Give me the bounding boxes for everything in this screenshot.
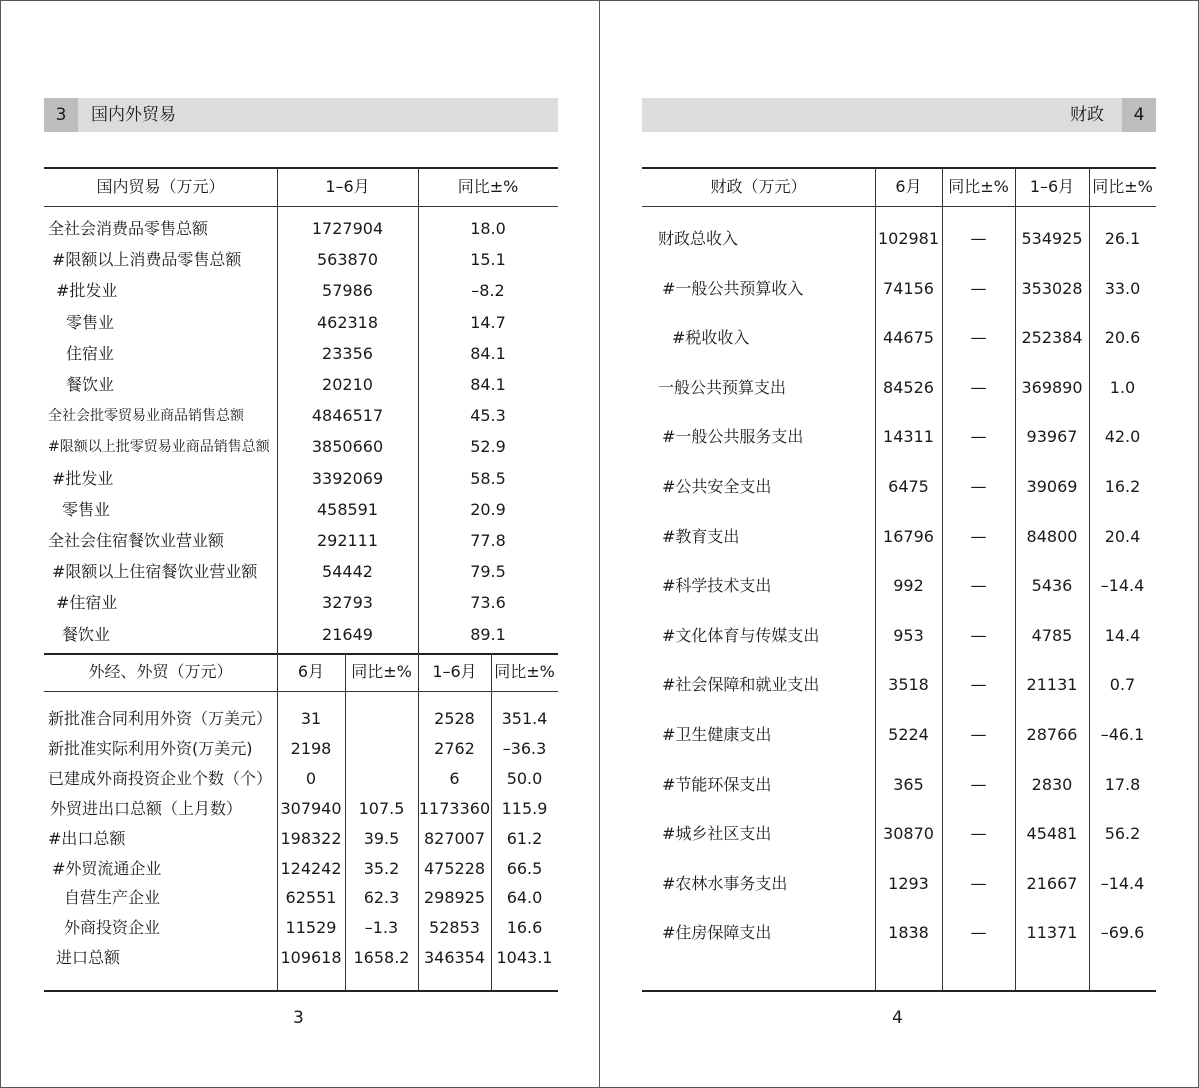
value-cell: 62551 [285, 888, 337, 908]
column-divider [345, 653, 346, 991]
row-label: 全社会批零贸易业商品销售总额 [48, 408, 244, 425]
row-label: #城乡社区支出 [662, 824, 772, 844]
section-title: 财政 [1070, 105, 1104, 125]
row-label: #农林水事务支出 [662, 873, 788, 893]
value-cell: 1173360 [418, 798, 491, 818]
value-cell: — [970, 675, 987, 695]
row-label: 新批准实际利用外资(万美元) [48, 738, 253, 758]
value-cell: 292111 [316, 531, 379, 550]
value-cell: 102981 [877, 229, 940, 248]
value-cell: 2528 [434, 709, 475, 728]
header-cell: 同比±% [457, 177, 519, 196]
value-cell: 20.4 [1104, 526, 1141, 546]
value-cell: — [970, 873, 987, 893]
value-cell: 21649 [322, 624, 373, 644]
value-cell: 14311 [883, 427, 934, 447]
value-cell: 66.5 [506, 858, 543, 878]
value-cell: 5224 [888, 725, 929, 744]
value-cell: 298925 [423, 888, 486, 908]
value-cell: 2830 [1031, 774, 1073, 794]
value-cell: 39.5 [363, 828, 400, 848]
value-cell: — [970, 576, 987, 596]
foreign-header-rule [44, 691, 558, 692]
value-cell: — [970, 725, 987, 744]
yoy-cell: 14.7 [470, 312, 506, 332]
value-cell: 198322 [280, 828, 342, 848]
header-cell: 国内贸易（万元） [96, 177, 225, 196]
value-cell: 52853 [429, 918, 480, 938]
header-cell: 同比±% [494, 662, 555, 681]
row-label: #卫生健康支出 [662, 725, 772, 744]
yoy-cell: 15.1 [470, 250, 506, 270]
value-cell: 115.9 [501, 798, 548, 818]
value-cell: 252384 [1021, 328, 1083, 348]
value-cell: 369890 [1021, 377, 1083, 397]
value-cell: 30870 [883, 824, 934, 844]
header-cell: 6月 [895, 177, 922, 196]
row-label: #出口总额 [48, 828, 126, 848]
value-cell: –46.1 [1100, 725, 1145, 744]
row-label: #科学技术支出 [662, 576, 772, 596]
row-label: 已建成外商投资企业个数（个） [48, 768, 273, 788]
value-cell: 50.0 [506, 768, 543, 788]
value-cell: 307940 [280, 798, 342, 818]
yoy-cell: 45.3 [470, 406, 506, 426]
value-cell: — [970, 923, 987, 943]
value-cell: 1.0 [1109, 377, 1136, 397]
value-cell: 16.2 [1104, 477, 1141, 496]
value-cell: 6 [449, 768, 460, 788]
value-cell: 1658.2 [353, 948, 410, 968]
value-cell: — [970, 328, 987, 348]
table-top-rule [642, 167, 1156, 169]
value-cell: 351.4 [501, 709, 548, 728]
value-cell: 1727904 [311, 219, 384, 238]
page-number: 4 [892, 1008, 903, 1028]
value-cell: 109618 [280, 948, 342, 968]
row-label: #限额以上批零贸易业商品销售总额 [48, 439, 270, 456]
row-label: 进口总额 [56, 948, 121, 968]
header-rule [642, 206, 1156, 207]
value-cell: 54442 [322, 562, 373, 582]
row-label: #文化体育与传媒支出 [662, 625, 820, 645]
value-cell: 11529 [285, 918, 337, 938]
value-cell: –14.4 [1100, 873, 1145, 893]
value-cell: — [970, 427, 987, 447]
value-cell: 17.8 [1104, 774, 1141, 794]
yoy-cell: 73.6 [470, 593, 506, 613]
table-bottom-rule [44, 990, 558, 992]
value-cell: 0.7 [1109, 675, 1136, 695]
value-cell: 23356 [322, 343, 373, 363]
value-cell: 64.0 [506, 888, 543, 908]
row-label: #教育支出 [662, 526, 740, 546]
value-cell: — [970, 278, 987, 298]
value-cell: 992 [893, 576, 924, 596]
value-cell: 26.1 [1104, 229, 1141, 248]
value-cell: 2198 [290, 738, 332, 758]
value-cell: 84800 [1026, 526, 1078, 546]
row-label: #住房保障支出 [662, 923, 772, 943]
value-cell: 28766 [1026, 725, 1078, 744]
row-label: 住宿业 [66, 343, 115, 363]
value-cell: 462318 [316, 312, 379, 332]
value-cell: 1293 [888, 873, 929, 893]
column-divider [491, 653, 492, 991]
row-label: #一般公共预算收入 [662, 278, 804, 298]
value-cell: –1.3 [364, 918, 399, 938]
table-top-rule [44, 167, 558, 169]
value-cell: 5436 [1031, 576, 1073, 596]
value-cell: 35.2 [363, 858, 400, 878]
section-number: 4 [1122, 98, 1156, 132]
value-cell: 827007 [423, 828, 486, 848]
yoy-cell: 79.5 [470, 562, 506, 582]
value-cell: 20210 [322, 375, 373, 394]
yoy-cell: 20.9 [470, 499, 506, 519]
value-cell: 2762 [434, 738, 475, 758]
yoy-cell: 89.1 [470, 624, 506, 644]
header-cell: 财政（万元） [710, 177, 807, 196]
yoy-cell: 52.9 [470, 437, 506, 457]
header-cell: 同比±% [351, 662, 412, 681]
row-label: #住宿业 [56, 593, 118, 613]
row-label: 外贸进出口总额（上月数） [50, 798, 243, 818]
row-label: 全社会消费品零售总额 [48, 219, 209, 238]
value-cell: — [970, 625, 987, 645]
value-cell: 44675 [883, 328, 934, 348]
value-cell: 56.2 [1104, 824, 1141, 844]
value-cell: 475228 [423, 858, 486, 878]
value-cell: — [970, 824, 987, 844]
value-cell: 16.6 [506, 918, 543, 938]
value-cell: 365 [893, 774, 924, 794]
value-cell: 563870 [316, 250, 379, 270]
value-cell: 93967 [1026, 427, 1078, 447]
value-cell: –69.6 [1100, 923, 1145, 943]
value-cell: 42.0 [1104, 427, 1141, 447]
yoy-cell: 18.0 [470, 219, 506, 238]
yoy-cell: –8.2 [471, 281, 505, 301]
row-label: #限额以上消费品零售总额 [52, 250, 242, 270]
yoy-cell: 84.1 [470, 375, 506, 394]
section-number: 3 [44, 98, 78, 132]
value-cell: 45481 [1026, 824, 1078, 844]
value-cell: 6475 [888, 477, 929, 496]
value-cell: 1043.1 [496, 948, 553, 968]
row-label: #限额以上住宿餐饮业营业额 [52, 562, 258, 582]
header-cell: 同比±% [1092, 177, 1153, 196]
header-cell: 同比±% [948, 177, 1009, 196]
value-cell: 14.4 [1104, 625, 1141, 645]
value-cell: 534925 [1021, 229, 1083, 248]
row-label: #一般公共服务支出 [662, 427, 804, 447]
value-cell: 353028 [1021, 278, 1083, 298]
row-label: #外贸流通企业 [52, 858, 162, 878]
row-label: #批发业 [56, 281, 118, 301]
row-label: 一般公共预算支出 [658, 377, 787, 397]
row-label: 零售业 [66, 312, 115, 332]
row-label: 餐饮业 [62, 624, 111, 644]
value-cell: –36.3 [502, 738, 547, 758]
value-cell: 39069 [1026, 477, 1078, 496]
row-label: 财政总收入 [658, 229, 739, 248]
row-label: 全社会住宿餐饮业营业额 [48, 531, 225, 550]
header-cell: 1–6月 [1029, 177, 1075, 196]
value-cell: 953 [893, 625, 924, 645]
section-header-bar [642, 98, 1156, 132]
value-cell: 21667 [1026, 873, 1078, 893]
value-cell: 3392069 [311, 468, 384, 488]
table-bottom-rule [642, 990, 1156, 992]
header-cell: 1–6月 [325, 177, 370, 196]
value-cell: 3518 [888, 675, 929, 695]
value-cell: — [970, 477, 987, 496]
value-cell: 0 [305, 768, 317, 788]
value-cell: — [970, 377, 987, 397]
value-cell: 74156 [883, 278, 934, 298]
value-cell: 33.0 [1104, 278, 1141, 298]
section-header-bar [44, 98, 558, 132]
page-number: 3 [293, 1008, 304, 1028]
header-cell: 1–6月 [432, 662, 477, 681]
value-cell: 11371 [1026, 923, 1078, 943]
value-cell: 57986 [322, 281, 373, 301]
value-cell: 4785 [1031, 625, 1073, 645]
row-label: 自营生产企业 [64, 888, 161, 908]
row-label: #节能环保支出 [662, 774, 772, 794]
row-label: #社会保障和就业支出 [662, 675, 820, 695]
header-rule [44, 206, 558, 207]
value-cell: — [970, 774, 987, 794]
section-title: 国内外贸易 [91, 105, 176, 125]
row-label: 外商投资企业 [64, 918, 161, 938]
yoy-cell: 58.5 [470, 468, 506, 488]
row-label: #批发业 [52, 468, 114, 488]
value-cell: 20.6 [1104, 328, 1141, 348]
right-page [599, 0, 1199, 1088]
value-cell: — [970, 526, 987, 546]
value-cell: 31 [300, 709, 322, 728]
value-cell: 4846517 [311, 406, 384, 426]
value-cell: 61.2 [506, 828, 543, 848]
yoy-cell: 77.8 [470, 531, 506, 550]
value-cell: 32793 [322, 593, 373, 613]
header-cell: 6月 [297, 662, 325, 681]
mid-table-rule [44, 653, 558, 655]
row-label: 新批准合同利用外资（万美元） [48, 709, 273, 728]
value-cell: 458591 [316, 499, 379, 519]
row-label: #公共安全支出 [662, 477, 772, 496]
row-label: 零售业 [62, 499, 111, 519]
value-cell: –14.4 [1100, 576, 1145, 596]
value-cell: 346354 [423, 948, 486, 968]
value-cell: 3850660 [311, 437, 384, 457]
yoy-cell: 84.1 [470, 343, 506, 363]
row-label: 餐饮业 [66, 375, 115, 394]
header-cell: 外经、外贸（万元） [88, 662, 233, 681]
value-cell: 16796 [883, 526, 934, 546]
value-cell: 84526 [883, 377, 934, 397]
value-cell: 107.5 [358, 798, 405, 818]
value-cell: 1838 [888, 923, 929, 943]
value-cell: 62.3 [363, 888, 400, 908]
value-cell: 21131 [1026, 675, 1078, 695]
row-label: #税收收入 [672, 328, 750, 348]
value-cell: — [970, 229, 987, 248]
value-cell: 124242 [280, 858, 342, 878]
